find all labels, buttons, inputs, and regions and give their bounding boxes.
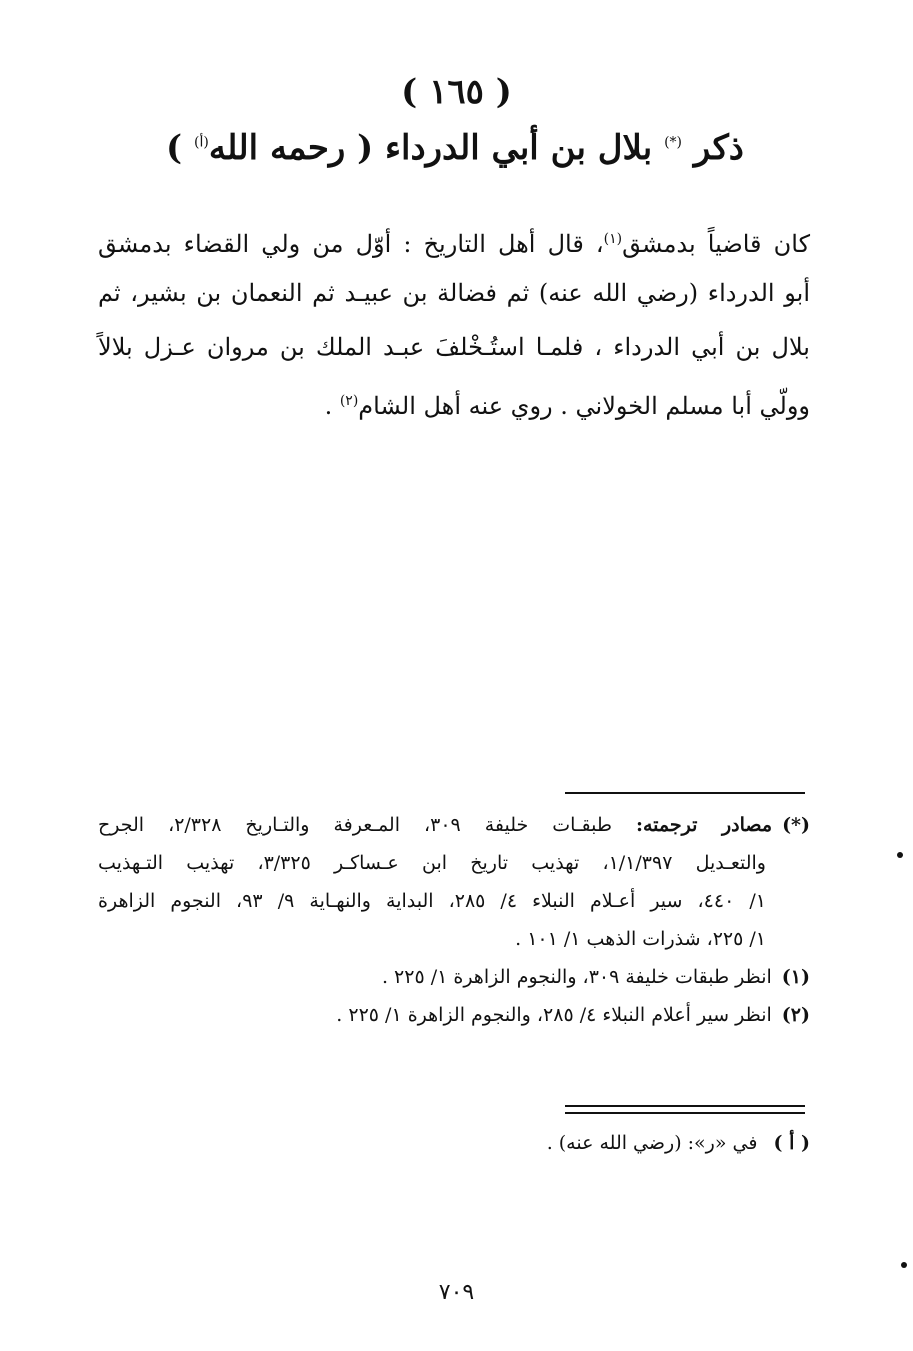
footnote-row: (١)انظر طبقات خليفة ٣٠٩، والنجوم الزاهرة ١/ ٢٢٥ .: [381, 966, 810, 988]
title-prefix: ذكر: [693, 128, 744, 168]
footnote-row: (٢)انظر سير أعلام النبلاء ٤/ ٢٨٥، والنجوم الزاهرة ١/ ٢٢٥ .: [336, 1004, 810, 1026]
variant-note-separator: [565, 1105, 805, 1114]
scan-speck: [901, 1262, 907, 1268]
body-paragraph: [98, 212, 810, 428]
footnote-marker: (٢): [781, 1004, 810, 1026]
footnote-row: ١/ ٤٤٠، سير أعـلام النبلاء ٤/ ٢٨٥، البداية والنهـاية ٩/ ٩٣، النجوم الزاهرة: [98, 890, 766, 912]
footnote-separator: [565, 792, 805, 794]
page-number: ٧٠٩: [438, 1280, 475, 1305]
body-line: أبو الدرداء (رضي الله عنه) ثم فضالة بن عبيـد ثم النعمان بن بشير، ثم: [98, 279, 810, 307]
footnote-1: [98, 958, 810, 996]
title-close: ): [166, 128, 183, 168]
footnotes: [98, 806, 810, 1034]
body-line: كان قاضياً بدمشق$^{(١)}$، قال أهل التاريخ : أوّل من ولي القضاء بدمشق: [98, 230, 811, 258]
footnote-row: ١/ ٢٢٥، شذرات الذهب ١/ ١٠١ .: [515, 928, 766, 950]
title-name: بلال بن أبي الدرداء ( رحمه الله: [208, 128, 653, 168]
footnote-row: (*)مصادر ترجمته: طبقـات خليفة ٣٠٩، المـعرفة والتـاريخ ٢/٣٢٨، الجرح: [98, 814, 810, 836]
title-star-ref: (*): [664, 134, 683, 151]
footnote-row: والتعـديل ١/١/٣٩٧، تهذيب تاريخ ابن عـساكـر ٣/٣٢٥، تهذيب التـهذيب: [98, 852, 766, 874]
body-line: وولّي أبا مسلم الخولاني . روي عنه أهل الشام$^{(٢)}$ .: [324, 392, 810, 420]
footnote-marker: (١): [781, 966, 810, 988]
variant-note-text: في «ر»: (رضي الله عنه) .: [546, 1132, 758, 1154]
footnote-marker: (*): [782, 814, 810, 836]
footnote-2: [98, 996, 810, 1034]
title-variant-ref: (أ): [193, 134, 209, 151]
entry-title: [150, 128, 760, 168]
footnote-sources: [98, 806, 810, 958]
scan-speck: [897, 852, 903, 858]
body-line: بلال بن أبي الدرداء ، فلمـا استُـخْلفَ عبـد الملك بن مروان عـزل بلالاً: [98, 333, 810, 361]
entry-number: ( ١٦٥ ): [401, 72, 512, 112]
footnote-ref-1: (١): [603, 231, 623, 247]
footnote-ref-2: (٢): [339, 393, 359, 409]
variant-note: [98, 1124, 810, 1162]
variant-note-marker: ( أ ): [773, 1132, 810, 1154]
footnote-label: مصادر ترجمته:: [635, 814, 773, 836]
